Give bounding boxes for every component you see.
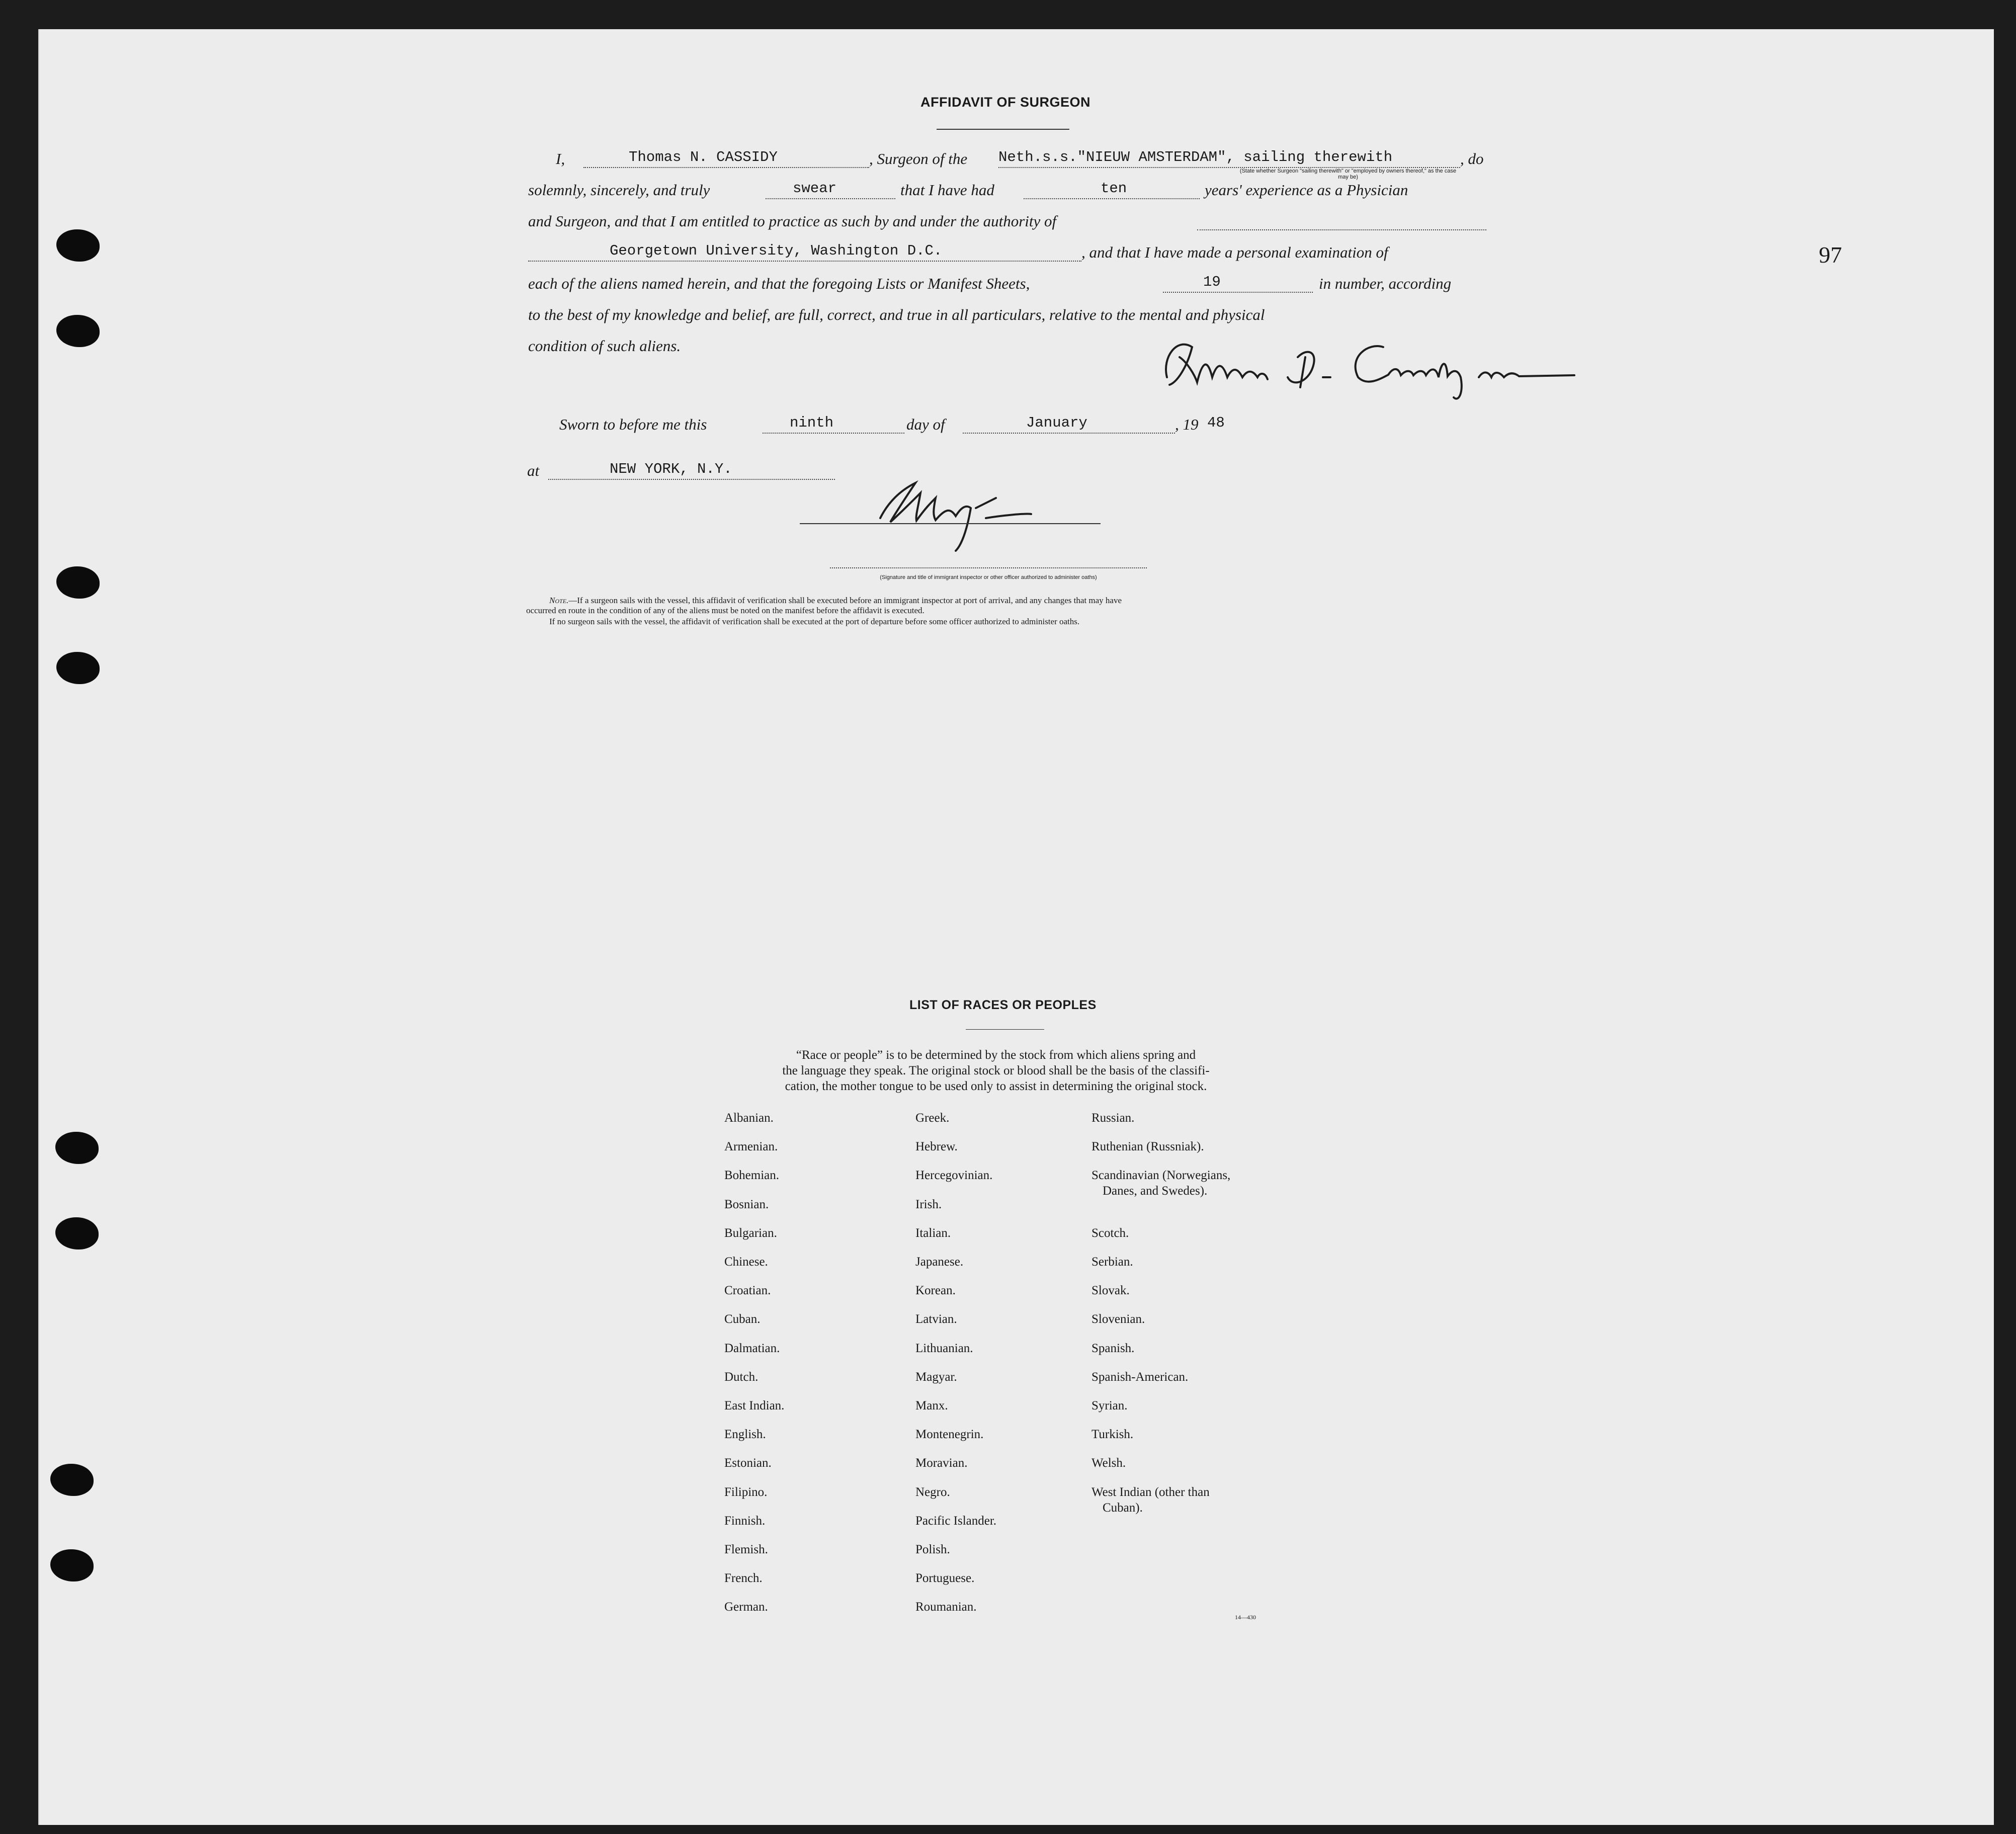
text-condition: condition of such aliens.	[528, 337, 681, 355]
binder-hole	[56, 315, 100, 347]
text-best-of-knowledge: to the best of my knowledge and belief, are full, correct, and true in all particulars, relative to the mental and physical	[528, 306, 1265, 323]
race-item: Magyar.	[915, 1370, 957, 1384]
text-years-experience: years' experience as a Physician	[1205, 181, 1408, 199]
races-title: LIST OF RACES OR PEOPLES	[909, 998, 1097, 1012]
race-item: Danes, and Swedes).	[1103, 1184, 1208, 1198]
sheets-value: 19	[1203, 274, 1221, 290]
race-item: Irish.	[915, 1197, 942, 1211]
race-item: Armenian.	[724, 1140, 778, 1154]
page-number: 97	[1819, 242, 1842, 268]
race-item: Finnish.	[724, 1514, 766, 1528]
race-item: Hebrew.	[915, 1140, 958, 1154]
race-item: Italian.	[915, 1226, 951, 1240]
note-label: Note.	[549, 596, 569, 605]
binder-hole	[55, 1132, 99, 1164]
race-item: West Indian (other than	[1091, 1485, 1210, 1499]
race-item: Slovenian.	[1091, 1312, 1145, 1326]
vessel-note	[1235, 168, 1461, 180]
oath-line	[766, 198, 895, 199]
race-item: Polish.	[915, 1543, 950, 1556]
race-item: Filipino.	[724, 1485, 768, 1499]
binder-hole	[56, 229, 100, 262]
oath-word: swear	[793, 180, 837, 197]
race-item: Turkish.	[1091, 1428, 1134, 1442]
race-item: Cuban).	[1103, 1500, 1143, 1515]
text-at: at	[527, 462, 540, 479]
text-personal-examination: , and that I have made a personal examination of	[1081, 243, 1388, 261]
officer-caption-line	[830, 567, 1147, 568]
vessel-note-text: (State whether Surgeon "sailing therewith" or "employed by owners thereof," as the case may be)	[1239, 168, 1457, 180]
race-item: Spanish.	[1091, 1341, 1135, 1355]
month-value: January	[1026, 414, 1087, 431]
surgeon-name: Thomas N. CASSIDY	[629, 149, 778, 165]
race-item: Bulgarian.	[724, 1226, 777, 1240]
note-line-3: If no surgeon sails with the vessel, the affidavit of verification shall be executed at the port of departure before some officer authorized to administer oaths.	[549, 617, 1080, 626]
race-item: Scandinavian (Norwegians,	[1091, 1169, 1231, 1183]
text-i: I,	[556, 150, 565, 168]
binder-hole	[56, 566, 100, 599]
vessel-name: Neth.s.s."NIEUW AMSTERDAM", sailing therewith	[998, 149, 1393, 165]
race-item: Bohemian.	[724, 1169, 780, 1183]
race-item: Syrian.	[1091, 1399, 1128, 1412]
race-item: French.	[724, 1571, 763, 1586]
affidavit-title: AFFIDAVIT OF SURGEON	[920, 95, 1090, 110]
note-text-1: —If a surgeon sails with the vessel, this affidavit of verification shall be executed before an immigrant inspector at port of arrival, and any changes that may have	[568, 596, 1122, 605]
note-line-1	[549, 596, 1122, 605]
text-day-of: day of	[906, 415, 945, 433]
officer-signature	[875, 468, 1086, 553]
years-line	[1024, 198, 1200, 199]
race-item: Russian.	[1091, 1111, 1135, 1125]
race-item: Estonian.	[724, 1456, 772, 1470]
years-value: ten	[1101, 180, 1127, 197]
race-item: Portuguese.	[915, 1571, 975, 1586]
binder-hole	[50, 1549, 94, 1581]
text-sworn: Sworn to before me this	[559, 415, 707, 433]
place-value: NEW YORK, N.Y.	[610, 461, 732, 477]
race-item: Japanese.	[915, 1255, 964, 1269]
race-item: Bosnian.	[724, 1197, 769, 1211]
race-item: Manx.	[915, 1399, 948, 1412]
race-item: Flemish.	[724, 1543, 768, 1556]
race-item: Cuban.	[724, 1312, 761, 1326]
race-item: Greek.	[915, 1111, 950, 1125]
day-value: ninth	[790, 414, 834, 431]
race-item: Korean.	[915, 1284, 956, 1298]
binder-hole	[50, 1464, 94, 1496]
sheets-line	[1163, 292, 1313, 293]
text-each-of-the-aliens: each of the aliens named herein, and that the foregoing Lists or Manifest Sheets,	[528, 275, 1030, 292]
race-item: Dalmatian.	[724, 1341, 780, 1355]
race-item: Montenegrin.	[915, 1428, 984, 1442]
race-item: German.	[724, 1600, 768, 1614]
races-title-underline	[966, 1029, 1044, 1030]
race-item: Ruthenian (Russniak).	[1091, 1140, 1204, 1154]
text-do: , do	[1460, 150, 1484, 168]
race-item: English.	[724, 1428, 766, 1442]
document-page	[38, 29, 1994, 1825]
text-surgeon-of-the: , Surgeon of the	[869, 150, 968, 168]
race-item: Croatian.	[724, 1284, 771, 1298]
race-item: Slovak.	[1091, 1284, 1130, 1298]
race-item: Latvian.	[915, 1312, 957, 1326]
race-item: Scotch.	[1091, 1226, 1129, 1240]
place-line	[548, 479, 835, 480]
form-number: 14—430	[1235, 1614, 1256, 1621]
year-value: 48	[1207, 414, 1225, 431]
surgeon-name-line	[583, 167, 869, 168]
authority-value: Georgetown University, Washington D.C.	[610, 242, 943, 259]
surgeon-signature	[1157, 327, 1589, 402]
race-item: Welsh.	[1091, 1456, 1126, 1470]
race-item: Chinese.	[724, 1255, 768, 1269]
authority-line-b	[528, 261, 1081, 262]
day-line	[763, 433, 904, 434]
race-item: Dutch.	[724, 1370, 759, 1384]
title-underline	[937, 129, 1069, 130]
races-para-3: cation, the mother tongue to be used only to assist in determining the original stock.	[785, 1079, 1207, 1093]
note-line-2: occurred en route in the condition of any of the aliens must be noted on the manifest before the affidavit is executed.	[526, 606, 925, 615]
race-item: Pacific Islander.	[915, 1514, 997, 1528]
text-solemnly: solemnly, sincerely, and truly	[528, 181, 710, 199]
officer-caption: (Signature and title of immigrant inspector or other officer authorized to administer oaths)	[880, 574, 1097, 580]
race-item: Serbian.	[1091, 1255, 1133, 1269]
race-item: Hercegovinian.	[915, 1169, 993, 1183]
races-para-1: “Race or people” is to be determined by the stock from which aliens spring and	[796, 1048, 1196, 1062]
text-that-i-have-had: that I have had	[900, 181, 994, 199]
officer-signature-line	[800, 523, 1101, 524]
races-para-2: the language they speak. The original stock or blood shall be the basis of the classifi-	[782, 1064, 1210, 1077]
binder-hole	[56, 652, 100, 684]
race-item: Lithuanian.	[915, 1341, 973, 1355]
text-in-number: in number, according	[1319, 275, 1452, 292]
binder-hole	[55, 1217, 99, 1249]
race-item: Spanish-American.	[1091, 1370, 1189, 1384]
race-item: Roumanian.	[915, 1600, 977, 1614]
text-19: , 19	[1175, 415, 1199, 433]
race-item: East Indian.	[724, 1399, 785, 1412]
authority-line-a	[1197, 229, 1486, 230]
race-item: Albanian.	[724, 1111, 774, 1125]
text-and-surgeon: and Surgeon, and that I am entitled to practice as such by and under the authority of	[528, 212, 1057, 230]
month-line	[963, 433, 1175, 434]
race-item: Negro.	[915, 1485, 950, 1499]
race-item: Moravian.	[915, 1456, 968, 1470]
